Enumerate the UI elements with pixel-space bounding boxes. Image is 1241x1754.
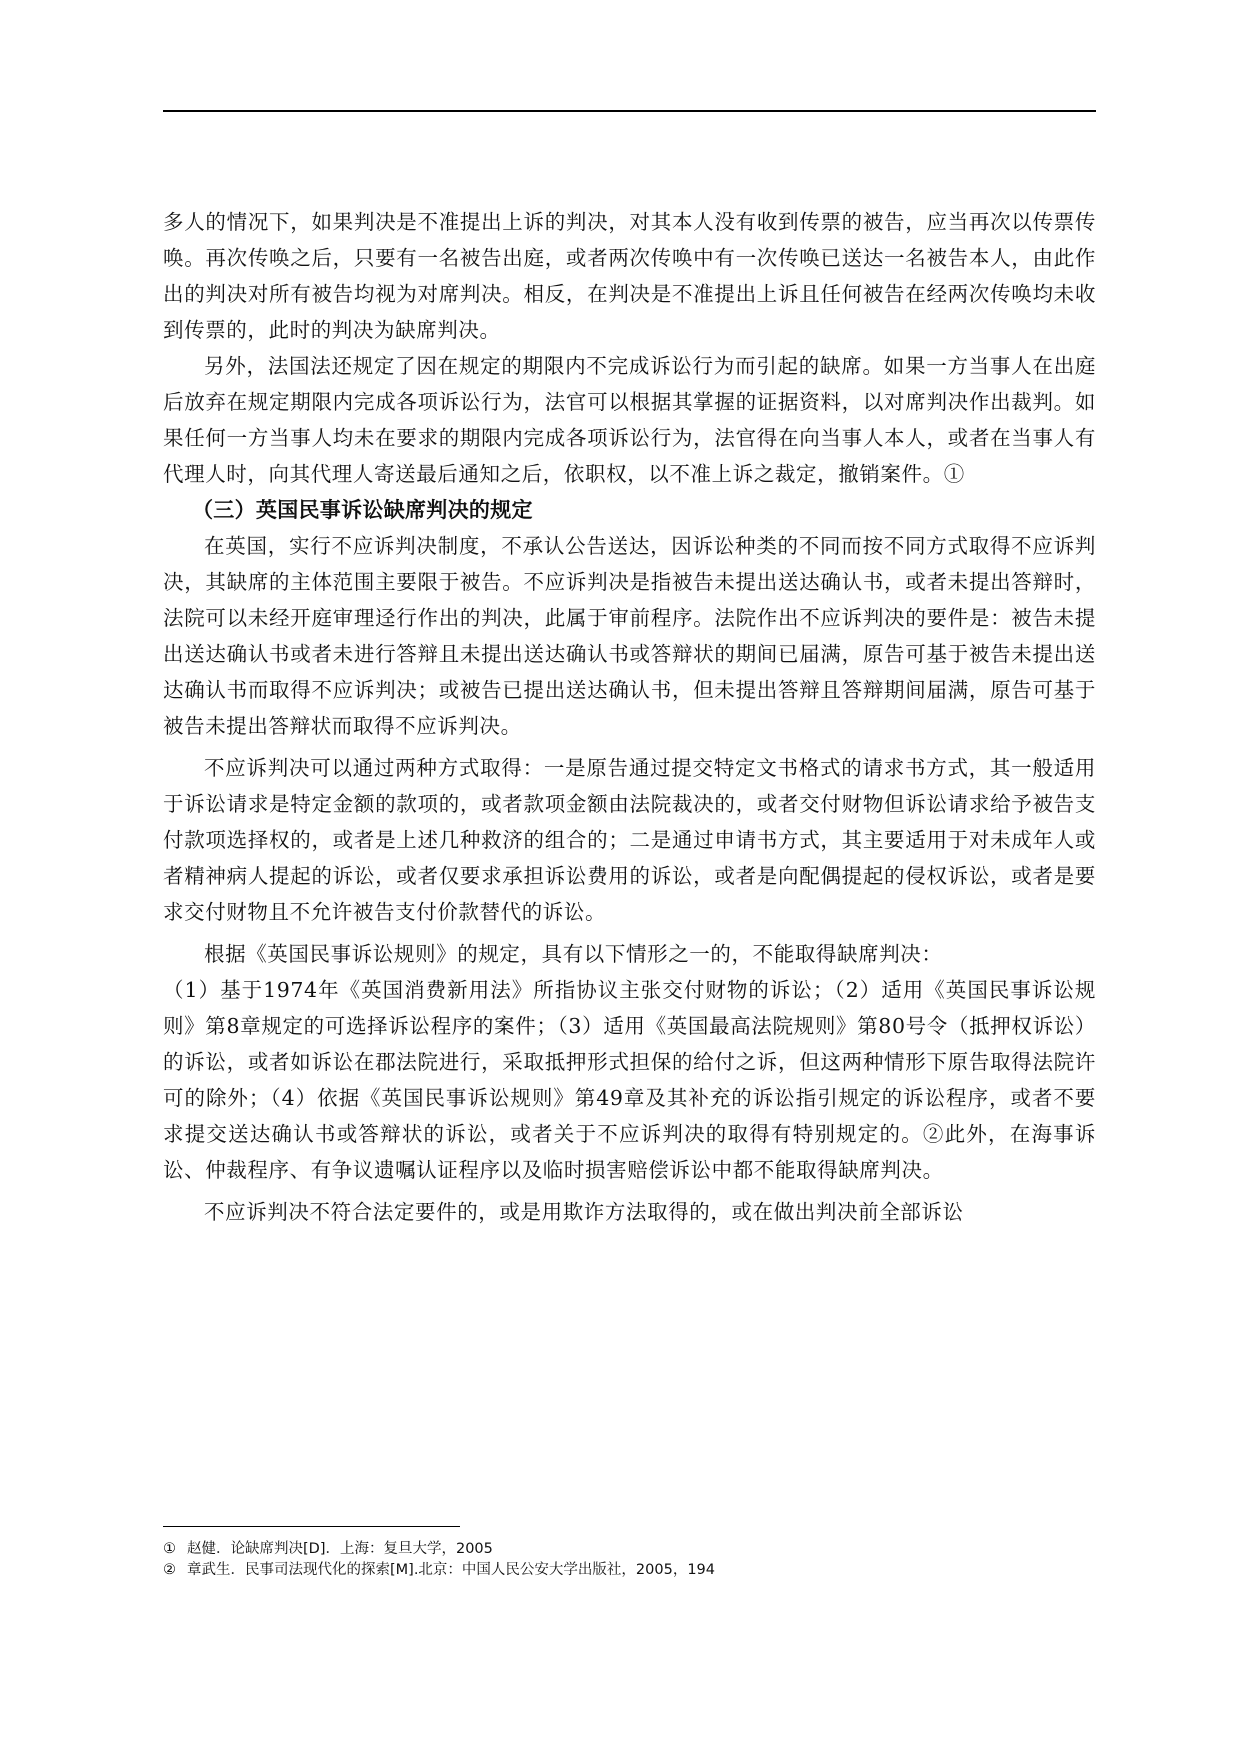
header-rule <box>163 110 1096 112</box>
paragraph-english-system: 在英国，实行不应诉判决制度，不承认公告送达，因诉讼种类的不同而按不同方式取得不应诉判决，其缺席的主体范围主要限于被告。不应诉判决是指被告未提出送达确认书，或者未提出答辩时，法院可以未经开庭审理迳行作出的判决，此属于审前程序。法院作出不应诉判决的要件是：被告未提出送达确认书或者未进行答辩且未提出送达确认书或答辩状的期间已届满，原告可基于被告未提出送达确认书而取得不应诉判决；或被告已提出送达确认书，但未提出答辩且答辩期间届满，原告可基于被告未提出答辩状而取得不应诉判决。 <box>163 534 1096 738</box>
footnotes <box>163 1539 1096 1581</box>
footnote-2 <box>163 1560 1096 1581</box>
section-heading-english-default-judgment: （三）英国民事诉讼缺席判决的规定 <box>192 498 533 522</box>
footnote-mark: ① <box>163 1541 176 1557</box>
footnote-1 <box>163 1539 1096 1560</box>
paragraph-setting-aside: 不应诉判决不符合法定要件的，或是用欺诈方法取得的，或在做出判决前全部诉讼 <box>204 1200 964 1224</box>
paragraph-continued: 多人的情况下，如果判决是不准提出上诉的判决，对其本人没有收到传票的被告，应当再次以传票传唤。再次传唤之后，只要有一名被告出庭，或者两次传唤中有一次传唤已送达一名被告本人，由此作出的判决对所有被告均视为对席判决。相反，在判决是不准提出上诉且任何被告在经两次传唤均未收到传票的，此时的判决为缺席判决。 <box>163 210 1096 342</box>
footnote-text: 章武生．民事司法现代化的探索[M].北京：中国人民公安大学出版社，2005，194 <box>187 1562 716 1578</box>
footnote-mark: ② <box>163 1562 176 1578</box>
paragraph-french-law-default: 另外，法国法还规定了因在规定的期限内不完成诉讼行为而引起的缺席。如果一方当事人在出庭后放弃在规定期限内完成各项诉讼行为，法官可以根据其掌握的证据资料，以对席判决作出裁判。如果任何一方当事人均未在要求的期限内完成各项诉讼行为，法官得在向当事人本人，或者在当事人有代理人时，向其代理人寄送最后通知之后，依职权，以不准上诉之裁定，撤销案件。① <box>163 354 1096 486</box>
paragraph-civil-procedure-rules: 根据《英国民事诉讼规则》的规定，具有以下情形之一的，不能取得缺席判决： <box>204 942 943 966</box>
footnote-text: 赵健．论缺席判决[D]．上海：复旦大学，2005 <box>187 1541 493 1557</box>
paragraph-exclusions-list: （1）基于1974年《英国消费新用法》所指协议主张交付财物的诉讼；（2）适用《英国民事诉讼规则》第8章规定的可选择诉讼程序的案件；（3）适用《英国最高法院规则》第80号令（抵押权诉讼）的诉讼，或者如诉讼在郡法院进行，采取抵押形式担保的给付之诉，但这两种情形下原告取得法院许可的除外；（4）依据《英国民事诉讼规则》第49章及其补充的诉讼指引规定的诉讼程序，或者不要求提交送达确认书或答辩状的诉讼，或者关于不应诉判决的取得有特别规定的。②此外，在海事诉讼、仲裁程序、有争议遗嘱认证程序以及临时损害赔偿诉讼中都不能取得缺席判决。 <box>163 978 1096 1182</box>
body-text <box>163 204 1096 1230</box>
footnote-rule <box>163 1526 460 1527</box>
paragraph-two-methods: 不应诉判决可以通过两种方式取得：一是原告通过提交特定文书格式的请求书方式，其一般适用于诉讼请求是特定金额的款项的，或者款项金额由法院裁决的，或者交付财物但诉讼请求给予被告支付款项选择权的，或者是上述几种救济的组合的；二是通过申请书方式，其主要适用于对未成年人或者精神病人提起的诉讼，或者仅要求承担诉讼费用的诉讼，或者是向配偶提起的侵权诉讼，或者是要求交付财物且不允许被告支付价款替代的诉讼。 <box>163 756 1096 924</box>
